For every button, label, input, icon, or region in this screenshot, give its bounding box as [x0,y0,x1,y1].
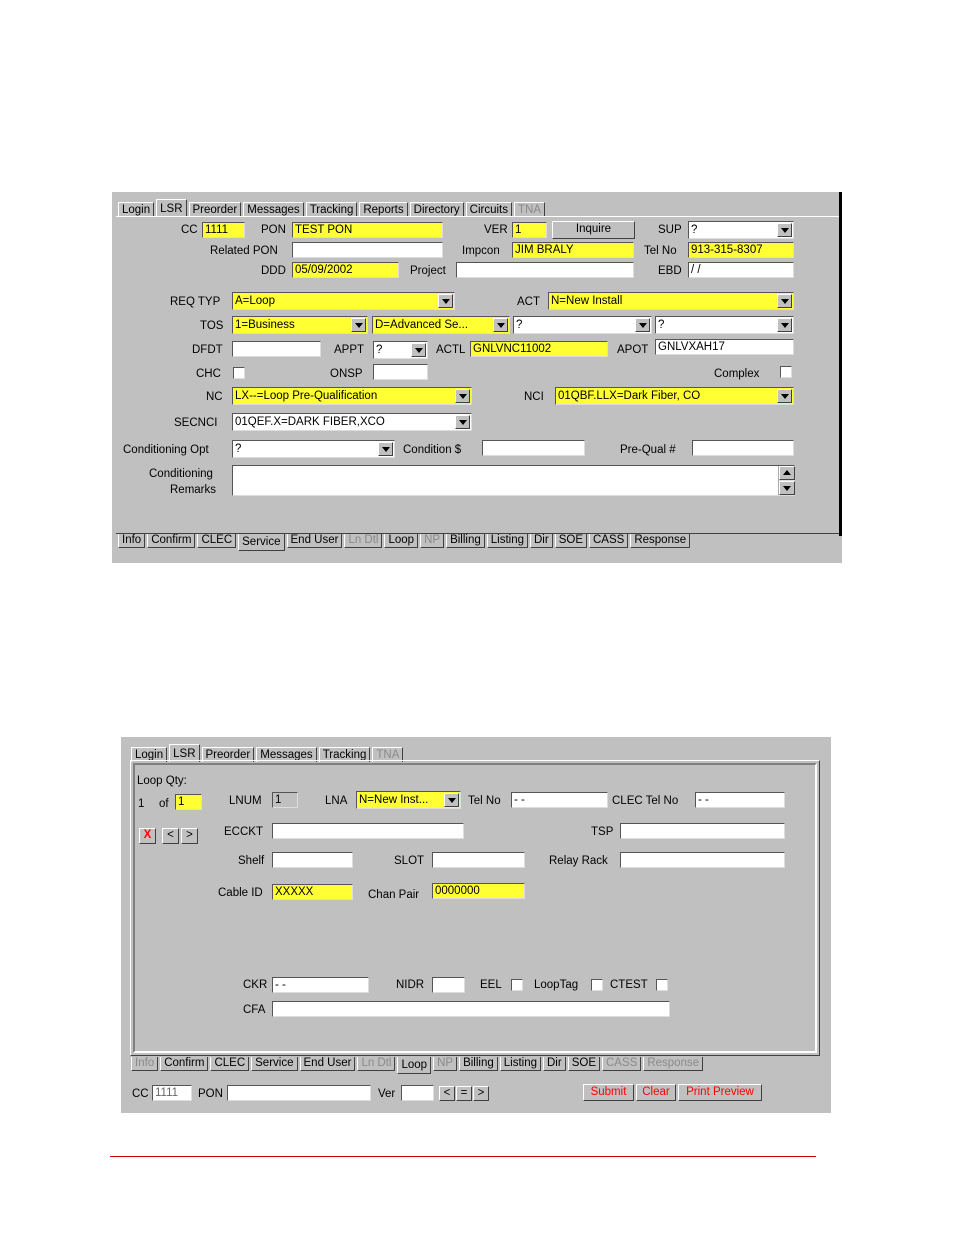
tos-label: TOS [200,320,224,332]
cond-opt-label: Conditioning Opt [123,444,209,456]
tab-lsr[interactable]: LSR [156,199,186,217]
ckr-label: CKR [243,979,268,991]
relay-rack-field[interactable] [620,852,785,868]
tos-value-4: ? [658,319,665,331]
btab-soe[interactable]: SOE [568,1057,600,1071]
chevron-down-icon[interactable] [444,793,459,807]
relay-rack-label: Relay Rack [549,855,608,867]
act-value: N=New Install [551,295,623,307]
ebd-label: EBD [658,265,682,277]
lsr-service-screen [112,192,842,563]
sup-label: SUP [658,224,682,236]
tab-preorder[interactable]: Preorder [202,747,255,762]
secnci-label: SECNCI [174,417,218,429]
prequal-field[interactable] [692,440,794,456]
ctest-checkbox[interactable] [656,979,668,991]
bottom-tab-bar [118,534,692,552]
btab-confirm[interactable]: Confirm [160,1057,208,1071]
ddd-label: DDD [261,265,286,277]
tab-preorder[interactable]: Preorder [189,202,242,217]
top-tab-bar [118,199,547,217]
cond-opt-value: ? [235,443,242,455]
footer-pon-field[interactable] [227,1085,371,1101]
chevron-down-icon[interactable] [777,389,792,403]
tel-no-field-2[interactable]: - - [511,792,608,808]
cfa-label: CFA [243,1004,266,1016]
clec-tel-no-field[interactable]: - - [695,792,785,808]
nav-eq-button[interactable]: = [456,1086,472,1101]
nc-select[interactable] [232,387,472,405]
chevron-down-icon[interactable] [777,294,792,308]
pon-field[interactable]: TEST PON [292,222,443,238]
nav-prev-button[interactable]: < [439,1086,455,1101]
btab-billing[interactable]: Billing [446,534,485,548]
chan-pair-label: Chan Pair [368,889,420,901]
clear-button[interactable]: Clear [636,1084,676,1101]
scroll-up-icon[interactable] [779,466,795,480]
btab-loop[interactable]: Loop [397,1057,431,1074]
ctest-label: CTEST [610,979,648,991]
tab-login[interactable]: Login [131,747,167,762]
chc-label: CHC [196,368,221,380]
btab-cass: CASS [602,1057,641,1071]
apot-label: APOT [617,344,649,356]
appt-select[interactable] [373,341,428,359]
lna-value: N=New Inst... [359,794,429,806]
footer-ver-label: Ver [378,1088,396,1100]
project-label: Project [410,265,446,277]
tel-no-label-2: Tel No [468,795,501,807]
tab-directory[interactable]: Directory [410,202,464,217]
secnci-select[interactable] [232,413,472,431]
cable-id-field[interactable]: XXXXX [272,884,353,900]
cond-opt-select[interactable] [232,440,395,458]
cc-field[interactable]: 1111 [202,222,245,238]
nc-value: LX--=Loop Pre-Qualification [235,390,378,402]
chevron-down-icon[interactable] [455,389,470,403]
tos-select-3[interactable] [513,316,652,334]
tel-no-field[interactable]: 913-315-8307 [688,242,794,258]
project-field[interactable] [456,262,634,278]
tsp-field[interactable] [620,823,785,839]
lna-select[interactable] [356,791,461,809]
window-right-edge [839,192,842,536]
chevron-down-icon[interactable] [493,318,508,332]
inquire-button[interactable]: Inquire [552,221,635,239]
btab-ln-dtl: Ln Dtl [357,1057,395,1071]
shelf-label: Shelf [238,855,265,867]
chevron-down-icon[interactable] [635,318,650,332]
loop-index: 1 [138,798,145,810]
related-pon-label: Related PON [210,245,278,257]
btab-listing[interactable]: Listing [487,534,528,548]
tab-tna: TNA [514,202,545,217]
print-preview-button[interactable]: Print Preview [678,1084,762,1101]
chevron-down-icon[interactable] [378,442,393,456]
chevron-down-icon[interactable] [455,415,470,429]
footer-cc-label: CC [132,1088,149,1100]
onsp-label: ONSP [330,368,363,380]
btab-service[interactable]: Service [251,1057,297,1071]
ckr-field[interactable]: - - [272,977,369,993]
chan-pair-field[interactable]: 0000000 [432,883,525,899]
submit-button[interactable]: Submit [583,1084,634,1101]
looptag-label: LoopTag [534,979,579,991]
shelf-field[interactable] [272,852,353,868]
nidr-label: NIDR [396,979,425,991]
footer-ver-field[interactable] [401,1085,434,1101]
tab-messages[interactable]: Messages [243,202,303,217]
delete-loop-button[interactable]: X [139,828,156,844]
slot-field[interactable] [432,852,525,868]
clec-tel-no-label: CLEC Tel No [612,795,679,807]
onsp-field[interactable] [373,364,428,380]
condition-amt-label: Condition $ [403,444,462,456]
tab-messages[interactable]: Messages [256,747,316,762]
complex-checkbox[interactable] [780,366,792,378]
eel-label: EEL [480,979,502,991]
cond-remarks-label-1: Conditioning [149,468,213,480]
tos-value-3: ? [516,319,523,331]
actl-label: ACTL [436,344,466,356]
nci-label: NCI [524,391,544,403]
tos-select-4[interactable] [655,316,794,334]
btab-service[interactable]: Service [238,534,284,551]
footer-pon-label: PON [198,1088,223,1100]
cc-label: CC [181,224,198,236]
loop-qty-label: Loop Qty: [137,775,187,787]
impcon-field[interactable]: JIM BRALY [512,242,634,258]
actl-field[interactable]: GNLVNC11002 [470,341,608,357]
btab-info[interactable]: Info [118,534,145,548]
chevron-down-icon[interactable] [438,294,453,308]
chevron-down-icon[interactable] [411,343,426,357]
btab-clec[interactable]: CLEC [210,1057,249,1071]
btab-billing[interactable]: Billing [459,1057,498,1071]
act-select[interactable] [548,292,794,310]
btab-np: NP [420,534,444,548]
tab-tracking[interactable]: Tracking [319,747,371,762]
condition-amt-field[interactable] [482,440,585,456]
tab-bar-line [116,216,839,217]
btab-clec[interactable]: CLEC [197,534,236,548]
next-loop-button[interactable]: > [181,828,198,844]
tos-value-1: 1=Business [235,319,295,331]
lna-label: LNA [325,795,348,807]
lnum-label: LNUM [229,795,262,807]
looptag-checkbox[interactable] [591,979,603,991]
tab-tracking[interactable]: Tracking [306,202,358,217]
sup-value: ? [691,224,698,236]
apot-field[interactable]: GNLVXAH17 [655,339,794,355]
pon-label: PON [261,224,286,236]
appt-value: ? [376,344,383,356]
bottom-tab-bar-2 [131,1057,705,1075]
btab-loop[interactable]: Loop [384,534,418,548]
ecckt-label: ECCKT [224,826,263,838]
tel-no-label: Tel No [644,245,677,257]
btab-cass[interactable]: CASS [589,534,628,548]
secnci-value: 01QEF.X=DARK FIBER,XCO [235,416,385,428]
btab-confirm[interactable]: Confirm [147,534,195,548]
tos-value-2: D=Advanced Se... [375,319,469,331]
btab-response: Response [643,1057,703,1071]
btab-end-user[interactable]: End User [300,1057,356,1071]
ebd-field[interactable]: / / [688,262,794,278]
tab-lsr[interactable]: LSR [169,744,199,762]
cond-remarks-textarea[interactable] [232,465,795,496]
footer-rule [110,1156,816,1157]
lsr-loop-screen [121,737,831,1113]
btab-np: NP [433,1057,457,1071]
sup-select[interactable] [688,221,794,239]
tsp-label: TSP [591,826,614,838]
nci-select[interactable] [555,387,794,405]
ver-label: VER [484,224,508,236]
eel-checkbox[interactable] [511,979,523,991]
btab-ln-dtl: Ln Dtl [344,534,382,548]
btab-listing[interactable]: Listing [500,1057,541,1071]
impcon-label: Impcon [462,245,500,257]
chc-checkbox[interactable] [233,367,245,379]
prev-loop-button[interactable]: < [162,828,179,844]
nc-label: NC [206,391,223,403]
tos-select-2[interactable] [372,316,510,334]
btab-info: Info [131,1057,158,1071]
chevron-down-icon[interactable] [777,318,792,332]
of-label: of [159,798,169,810]
act-label: ACT [517,296,540,308]
loop-total-field[interactable]: 1 [175,794,202,810]
btab-dir[interactable]: Dir [530,534,553,548]
scroll-down-icon[interactable] [779,481,795,495]
chevron-down-icon[interactable] [777,223,792,237]
tab-tna: TNA [372,747,403,762]
req-typ-select[interactable] [232,292,455,310]
nav-next-button[interactable]: > [473,1086,489,1101]
ddd-field[interactable]: 05/09/2002 [292,262,399,278]
req-typ-label: REQ TYP [170,296,221,308]
tos-select-1[interactable] [232,316,368,334]
ecckt-field[interactable] [272,823,464,839]
nci-value: 01QBF.LLX=Dark Fiber, CO [558,390,701,402]
chevron-down-icon[interactable] [351,318,366,332]
btab-dir[interactable]: Dir [543,1057,566,1071]
btab-soe[interactable]: SOE [555,534,587,548]
slot-label: SLOT [394,855,425,867]
appt-label: APPT [334,344,365,356]
tab-login[interactable]: Login [118,202,154,217]
req-typ-value: A=Loop [235,295,275,307]
cond-remarks-label-2: Remarks [170,484,217,496]
tab-reports[interactable]: Reports [359,202,407,217]
ver-field[interactable]: 1 [512,222,547,238]
cable-id-label: Cable ID [218,887,263,899]
remarks-scrollbar[interactable] [778,466,794,495]
prequal-label: Pre-Qual # [620,444,676,456]
btab-end-user[interactable]: End User [287,534,343,548]
dfdt-field[interactable] [232,341,321,357]
footer-cc-field[interactable]: 1111 [152,1085,192,1101]
btab-response[interactable]: Response [630,534,690,548]
tab-circuits[interactable]: Circuits [466,202,512,217]
nidr-field[interactable] [432,977,465,993]
cfa-field[interactable] [272,1001,670,1017]
dfdt-label: DFDT [192,344,223,356]
lnum-field: 1 [272,792,298,808]
complex-label: Complex [714,368,760,380]
related-pon-field[interactable] [292,242,443,258]
